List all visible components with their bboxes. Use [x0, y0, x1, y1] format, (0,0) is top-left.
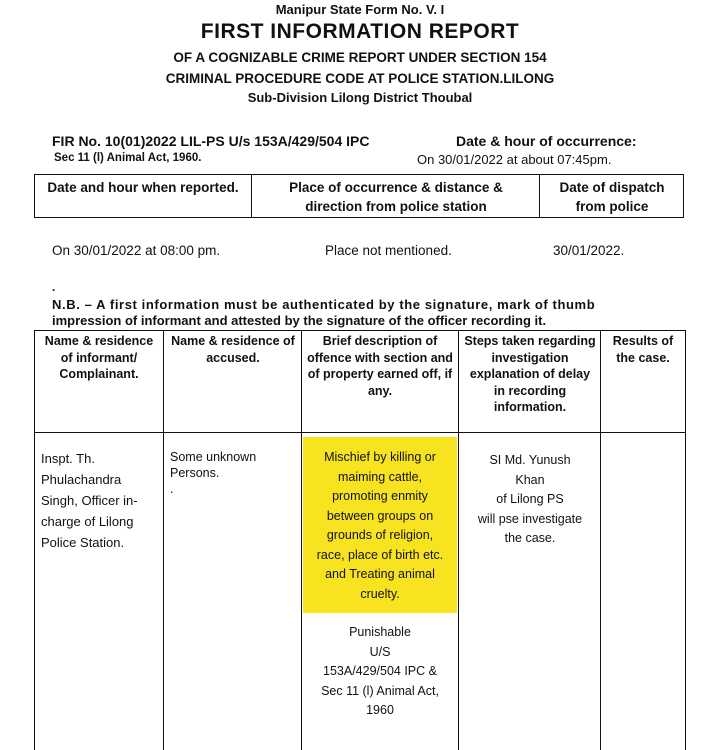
value-place-occurrence: Place not mentioned.	[325, 243, 452, 258]
offence-line: promoting enmity	[332, 489, 428, 503]
offence-line: race, place of birth etc.	[316, 547, 444, 562]
investigation-steps	[459, 451, 601, 549]
offence-line: and Treating animal	[325, 567, 435, 581]
offence-line: Mischief by killing or	[324, 450, 436, 464]
value-date-reported: On 30/01/2022 at 08:00 pm.	[52, 243, 221, 258]
note-line-1: N.B. – A first information must be authenticated by the signature, mark of thumb	[52, 297, 596, 312]
offence-line: cruelty.	[360, 586, 400, 601]
header-date-reported: Date and hour when reported.	[47, 180, 239, 195]
stray-mark: .	[170, 482, 174, 496]
report-subtitle-1: OF A COGNIZABLE CRIME REPORT UNDER SECTION 154	[173, 50, 547, 65]
header-results: Results of the case.	[612, 334, 674, 365]
informant-line: charge of Lilong	[41, 514, 134, 529]
steps-line: Khan	[515, 472, 545, 487]
steps-line: of Lilong PS	[496, 492, 564, 506]
offence-line: maiming cattle,	[337, 469, 423, 484]
steps-line: SI Md. Yunush	[489, 453, 571, 467]
note-line-2: impression of informant and attested by the signature of the officer recording it.	[52, 313, 547, 328]
case-details-table	[34, 330, 686, 750]
offence-line: grounds of religion,	[326, 528, 434, 542]
occurrence-value: On 30/01/2022 at about 07:45pm.	[417, 152, 612, 167]
offence-description	[303, 448, 457, 604]
offence-line: between groups on	[326, 508, 434, 523]
accused-line: Persons.	[170, 466, 220, 480]
steps-line: the case.	[504, 531, 556, 545]
header-accused: Name & residence of accused.	[171, 334, 295, 365]
column-divider	[251, 175, 252, 217]
punishable-line: U/S	[369, 644, 391, 659]
informant-cell	[41, 448, 161, 553]
form-number: Manipur State Form No. V. I	[275, 2, 445, 17]
report-details-table	[34, 174, 684, 218]
report-subtitle-3: Sub-Division Lilong District Thoubal	[247, 90, 473, 105]
accused-line: Some unknown	[170, 450, 257, 464]
report-subtitle-2: CRIMINAL PROCEDURE CODE AT POLICE STATION.LILONG	[165, 71, 555, 86]
punishable-line: 1960	[366, 703, 394, 717]
punishable-line: Punishable	[349, 625, 411, 639]
report-title: FIRST INFORMATION REPORT	[200, 20, 520, 43]
column-divider	[163, 331, 164, 750]
informant-line: Police Station.	[41, 535, 125, 550]
informant-line: Singh, Officer in-	[41, 493, 138, 508]
informant-line: Inspt. Th.	[41, 451, 95, 466]
punishable-sections	[303, 623, 457, 721]
fir-section: Sec 11 (l) Animal Act, 1960.	[54, 152, 202, 164]
informant-line: Phulachandra	[41, 472, 122, 487]
accused-cell	[170, 449, 298, 497]
header-dispatch-date: Date of dispatch from police	[559, 180, 665, 214]
punishable-line: Sec 11 (l) Animal Act,	[321, 683, 439, 698]
header-divider	[35, 432, 685, 433]
steps-line: will pse investigate	[477, 511, 583, 526]
column-divider	[539, 175, 540, 217]
header-place-occurrence: Place of occurrence & distance & direction from police station	[289, 180, 503, 214]
value-dispatch-date: 30/01/2022.	[553, 243, 625, 258]
header-steps: Steps taken regarding investigation explanation of delay in recording information.	[464, 334, 596, 414]
header-informant: Name & residence of informant/ Complainant.	[44, 334, 154, 381]
fir-number: FIR No. 10(01)2022 LIL-PS U/s 153A/429/504 IPC	[52, 133, 370, 149]
occurrence-label: Date & hour of occurrence:	[456, 133, 637, 149]
column-divider	[301, 331, 302, 750]
punishable-line: 153A/429/504 IPC &	[323, 664, 437, 678]
header-offence: Brief description of offence with section and of property earned off, if any.	[307, 334, 453, 398]
stray-mark: .	[52, 280, 56, 294]
